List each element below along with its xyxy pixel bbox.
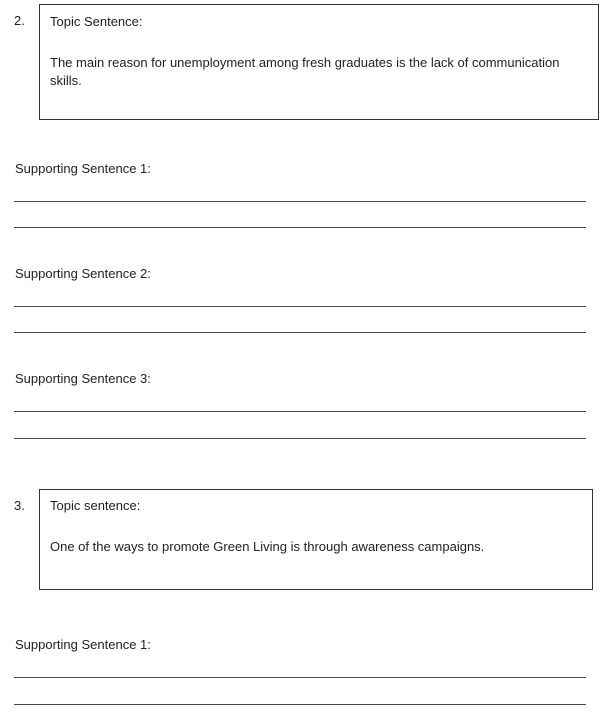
topic-sentence-label: Topic sentence: (50, 498, 141, 513)
answer-line[interactable] (14, 677, 586, 678)
exercise-number: 2. (14, 13, 25, 28)
topic-sentence-text: One of the ways to promote Green Living is through awareness campaigns. (50, 539, 485, 554)
answer-line[interactable] (14, 201, 586, 202)
answer-line[interactable] (14, 411, 586, 412)
answer-line[interactable] (14, 332, 586, 333)
supporting-sentence-label: Supporting Sentence 1: (15, 637, 151, 652)
topic-sentence-label: Topic Sentence: (50, 14, 143, 29)
exercise-number: 3. (14, 498, 25, 513)
answer-line[interactable] (14, 438, 586, 439)
answer-line[interactable] (14, 306, 586, 307)
supporting-sentence-label: Supporting Sentence 1: (15, 161, 151, 176)
supporting-sentence-label: Supporting Sentence 2: (15, 266, 151, 281)
topic-sentence-text: The main reason for unemployment among fresh graduates is the lack of communication skills. (50, 55, 560, 88)
answer-line[interactable] (14, 704, 586, 705)
topic-sentence-box (39, 4, 599, 120)
topic-sentence-box (39, 489, 593, 590)
supporting-sentence-label: Supporting Sentence 3: (15, 371, 151, 386)
answer-line[interactable] (14, 227, 586, 228)
